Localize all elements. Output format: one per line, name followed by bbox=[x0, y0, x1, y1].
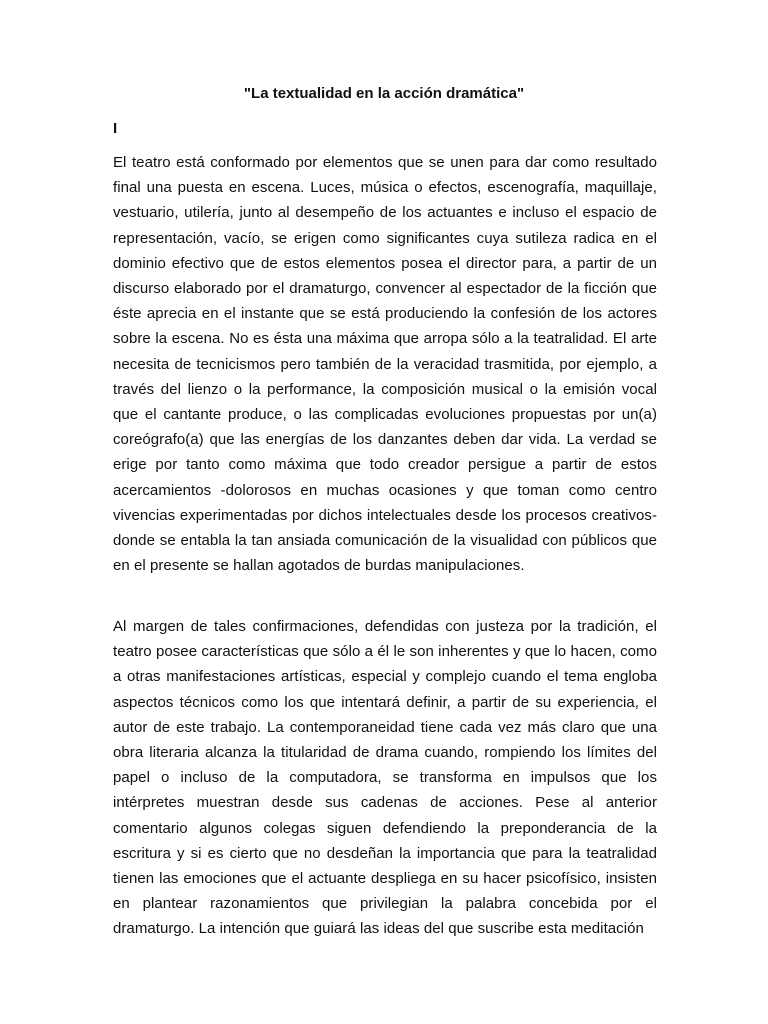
document-title: "La textualidad en la acción dramática" bbox=[243, 85, 525, 102]
section-number: I bbox=[113, 120, 118, 137]
paragraph-1: El teatro está conformado por elementos que se unen para dar como resultado final una puesta en escena. Luces, música o efectos, escenografía, maquillaje, vestuario, utilería, junto al desempeño de los actuantes e incluso el espacio de representación, vacío, se erigen como significantes cuya sutileza radica en el dominio efectivo que de estos elementos posea el director para, a partir de un discurso elaborado por el dramaturgo, convencer al espectador de la ficción que éste aprecia en el instante que se está produciendo la confesión de los actores sobre la escena. No es ésta una máxima que arropa sólo a la teatralidad. El arte necesita de tecnicismos pero también de la veracidad trasmitida, por ejemplo, a través del lienzo o la performance, la composición musical o la emisión vocal que el cantante produce, o las complicadas evoluciones propuestas por un(a) coreógrafo(a) que las energías de los danzantes deben dar vida. La verdad se erige por tanto como máxima que todo creador persigue a partir de estos acercamientos -dolorosos en muchas ocasiones y que toman como centro vivencias experimentadas por dichos intelectuales desde los procesos creativos- donde se entabla la tan ansiada comunicación de la visualidad con públicos que en el presente se hallan agotados de burdas manipulaciones. bbox=[113, 154, 657, 575]
paragraph-2: Al margen de tales confirmaciones, defendidas con justeza por la tradición, el teatro posee características que sólo a él le son inherentes y que lo hacen, como a otras manifestaciones artísticas, especial y complejo cuando el tema engloba aspectos técnicos como los que intentará definir, a partir de su experiencia, el autor de este trabajo. La contemporaneidad tiene cada vez más claro que una obra literaria alcanza la titularidad de drama cuando, rompiendo los límites del papel o incluso de la computadora, se transforma en impulsos que los intérpretes muestran desde sus cadenas de acciones. Pese al anterior comentario algunos colegas siguen defendiendo la preponderancia de la escritura y si es cierto que no desdeñan la importancia que para la teatralidad tienen las emociones que el actuante despliega en su hacer psicofísico, insisten en plantear razonamientos que privilegian la palabra concebida por el dramaturgo. La intención que guiará las ideas del que suscribe esta meditación bbox=[113, 618, 657, 938]
